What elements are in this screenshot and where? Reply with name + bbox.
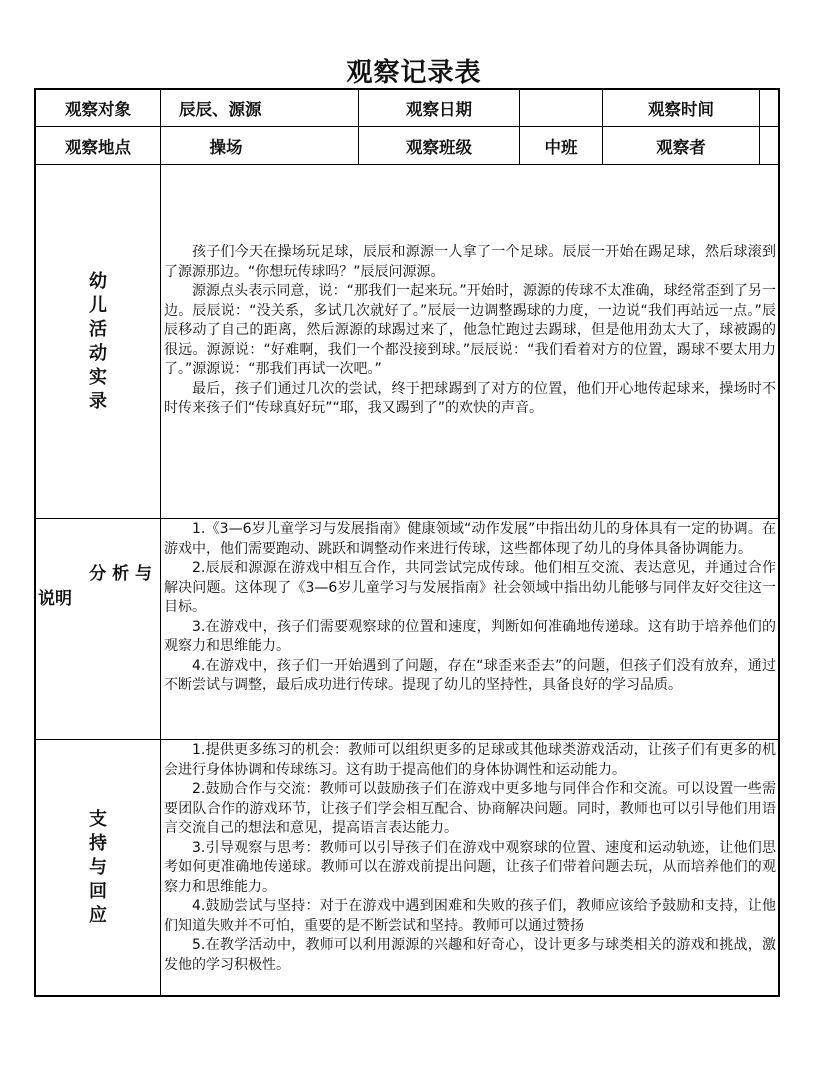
table-border-bottom	[34, 995, 780, 997]
support-label	[36, 740, 160, 995]
analysis-label	[36, 519, 160, 739]
support-paragraph: 5.在教学活动中，教师可以利用源源的兴趣和好奇心，设计更多与球类相关的游戏和挑战，激发他的学习积极性。	[164, 937, 776, 973]
support-text	[164, 741, 776, 975]
observation-table	[34, 88, 780, 997]
support-label-char: 与	[89, 856, 107, 878]
analysis-label-line1: 分 析 与	[89, 564, 152, 584]
time-label: 观察时间	[648, 100, 714, 119]
analysis-paragraph: 4.在游戏中，孩子们一开始遇到了问题，存在“球歪来歪去”的问题，但孩子们没有放弃，通过不断尝试与调整，最后成功进行传球。提现了幼儿的坚持性，具备良好的学习品质。	[164, 657, 776, 693]
class-value: 中班	[544, 137, 578, 157]
support-label-char: 应	[89, 904, 107, 926]
record-text	[164, 243, 776, 419]
date-value	[520, 90, 602, 126]
analysis-paragraph: 1.《3—6岁儿童学习与发展指南》健康领域“动作发展”中指出幼儿的身体具有一定的协调。在游戏中，他们需要跑动、跳跃和调整动作来进行传球，这些都体现了幼儿的身体具备协调能力。	[164, 521, 776, 557]
analysis-label-line2: 说明	[38, 589, 72, 609]
support-paragraph: 4.鼓励尝试与坚持：对于在游戏中遇到困难和失败的孩子们，教师应该给予鼓励和支持，让他们知道失败并不可怕，重要的是不断尝试和坚持。教师可以通过赞扬	[164, 898, 776, 934]
class-label: 观察班级	[406, 137, 472, 157]
record-label	[36, 165, 160, 518]
observer-label: 观察者	[656, 137, 706, 157]
record-label-char: 幼	[89, 270, 107, 292]
support-label-char: 持	[89, 832, 107, 854]
page-title: 观察记录表	[346, 58, 482, 88]
analysis-paragraph: 2.辰辰和源源在游戏中相互合作，共同尝试完成传球。他们相互交流、表达意见，并通过合作解决问题。这体现了《3—6岁儿童学习与发展指南》社会领域中指出幼儿能够与同伴友好交往这一目标。	[164, 560, 776, 615]
column-divider	[160, 88, 161, 997]
support-label-char: 支	[89, 808, 107, 830]
subject-value: 辰辰、源源	[179, 100, 262, 119]
record-paragraph: 源源点头表示同意，说：“那我们一起来玩。”开始时，源源的传球不太准确，球经常歪到了另一边。辰辰说：“没关系，多试几次就好了。”辰辰一边调整踢球的力度，一边说“我们再站远一点。”辰辰移动了自己的距离，然后源源的球踢过来了，他急忙跑过去踢球，但是他用劲太大了，球被踢的很远。源源说：“好难啊，我们一个都没接到球。”辰辰说：“我们看着对方的位置，踢球不要太用力了。”源源说：“那我们再试一次吧。”	[164, 283, 776, 377]
record-label-char: 活	[89, 318, 107, 340]
record-label-char: 实	[89, 366, 107, 388]
table-border-right	[778, 88, 780, 997]
observer-value	[760, 127, 778, 164]
place-label: 观察地点	[65, 137, 131, 157]
support-paragraph: 1.提供更多练习的机会：教师可以组织更多的足球或其他球类游戏活动，让孩子们有更多的机会进行身体协调和传球练习。这有助于提高他们的身体协调性和运动能力。	[164, 742, 776, 778]
subject-label: 观察对象	[65, 100, 131, 119]
support-paragraph: 2.鼓励合作与交流：教师可以鼓励孩子们在游戏中更多地与同伴合作和交流。可以设置一些需要团队合作的游戏环节，让孩子们学会相互配合、协商解决问题。同时，教师也可以引导他们用语言交流自己的想法和意见，提高语言表达能力。	[164, 781, 776, 836]
analysis-text	[164, 520, 776, 696]
place-value: 操场	[209, 137, 243, 157]
analysis-paragraph: 3.在游戏中，孩子们需要观察球的位置和速度，判断如何准确地传递球。这有助于培养他们的观察力和思维能力。	[164, 618, 776, 654]
record-label-char: 动	[89, 342, 107, 364]
time-value	[760, 90, 778, 126]
record-label-char: 儿	[89, 294, 107, 316]
record-label-char: 录	[89, 390, 107, 412]
support-label-char: 回	[89, 880, 107, 902]
date-label: 观察日期	[406, 100, 472, 119]
record-paragraph: 孩子们今天在操场玩足球，辰辰和源源一人拿了一个足球。辰辰一开始在踢足球，然后球滚到了源源那边。“你想玩传球吗？”辰辰问源源。	[164, 244, 776, 280]
record-paragraph: 最后，孩子们通过几次的尝试，终于把球踢到了对方的位置，他们开心地传起球来，操场时不时传来孩子们“传球真好玩”“耶，我又踢到了”的欢快的声音。	[164, 380, 776, 416]
support-paragraph: 3.引导观察与思考：教师可以引导孩子们在游戏中观察球的位置、速度和运动轨迹，让他们思考如何更准确地传递球。教师可以在游戏前提出问题，让孩子们带着问题去玩，从而培养他们的观察力和思维能力。	[164, 839, 776, 895]
